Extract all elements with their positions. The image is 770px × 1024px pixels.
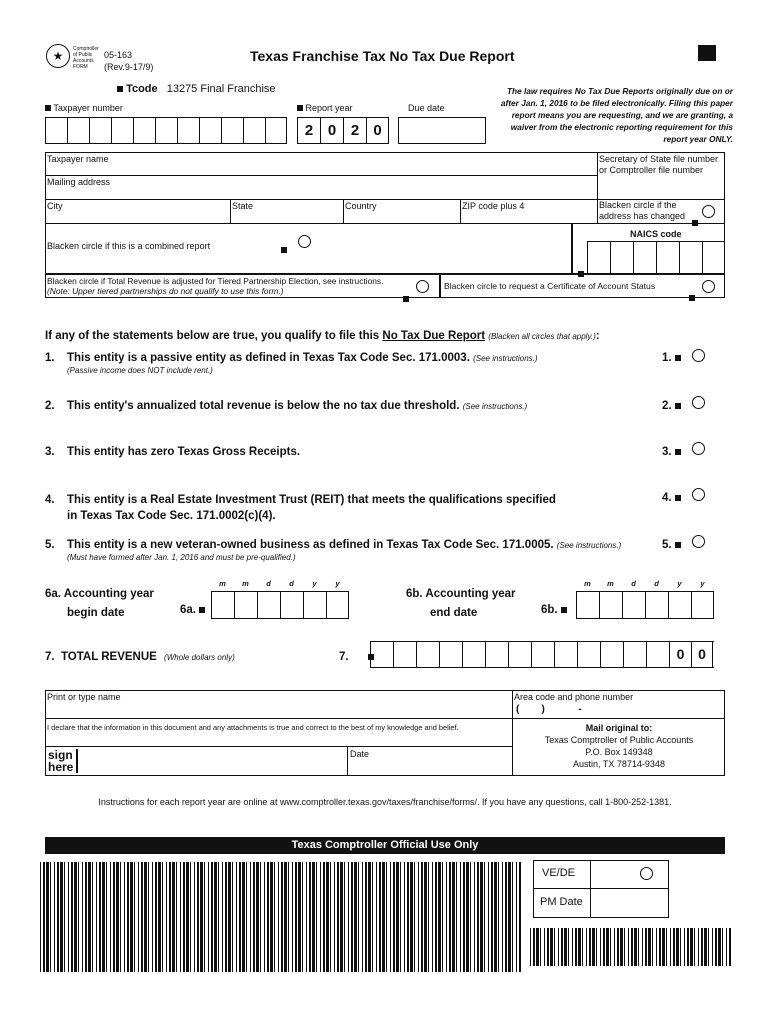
report-year-digit: 2 — [343, 118, 366, 143]
statement-2-circle[interactable] — [692, 396, 705, 409]
accounting-begin-label: 6a. Accounting year begin date — [45, 588, 154, 619]
tiered-circle[interactable] — [416, 280, 429, 293]
report-year-digit: 0 — [366, 118, 389, 143]
revenue-cents-digit: 0 — [669, 642, 691, 667]
statement-1: 1. This entity is a passive entity as defined in Texas Tax Code Sec. 171.0003. (See instructions.) (Passive income does NOT include rent.) — [45, 352, 538, 375]
comptroller-seal: ★ — [46, 44, 70, 68]
report-year-digit: 2 — [297, 118, 320, 143]
due-date-input[interactable] — [398, 117, 486, 144]
form-revision: (Rev.9-17/9) — [104, 62, 154, 72]
statement-2: 2. This entity's annualized total revenue is below the no tax due threshold. (See instructions.) — [45, 400, 528, 412]
tcode-value: 13275 Final Franchise — [166, 83, 276, 95]
statement-1-mark: 1. — [662, 352, 681, 364]
pm-date-label: PM Date — [540, 896, 583, 908]
tiered-label: Blacken circle if Total Revenue is adjusted for Tiered Partnership Election, see instructions. (Note: Upper tiered partnerships do not qualify to use this form.) — [47, 276, 384, 296]
revenue-cents-digit: 0 — [691, 642, 713, 667]
state-input[interactable]: State — [232, 201, 254, 211]
statement-3: 3. This entity has zero Texas Gross Receipts. — [45, 446, 301, 458]
statement-1-circle[interactable] — [692, 349, 705, 362]
statement-sub: (Passive income does NOT include rent.) — [67, 366, 213, 375]
city-input[interactable]: City — [47, 201, 63, 211]
end-date-letters: m m d d y y — [584, 579, 705, 588]
combined-report-circle[interactable] — [298, 235, 311, 248]
statement-3-mark: 3. — [662, 446, 681, 458]
statement-4: 4. This entity is a Real Estate Investment Trust (REIT) that meets the qualifications specified in Texas Tax Code Sec. 171.0002(c)(4). — [45, 494, 556, 522]
accounting-end-label: 6b. Accounting year end date — [406, 588, 516, 619]
phone-label: Area code and phone number — [514, 692, 634, 702]
vede-circle[interactable] — [640, 867, 653, 880]
instructions-text: Instructions for each report year are online at www.comptroller.texas.gov/taxes/franchise/forms/. If you have any questions, call 1-800-252-1381. — [98, 797, 672, 807]
accounting-begin-mark: 6a. — [180, 604, 205, 616]
tcode — [117, 83, 276, 95]
total-revenue-mark: 7. — [339, 651, 374, 663]
certificate-label: Blacken circle to request a Certificate of Account Status — [444, 281, 656, 291]
official-use-banner: Texas Comptroller Official Use Only — [45, 837, 725, 854]
mailing-address-input[interactable]: Mailing address — [47, 177, 111, 187]
combined-report-label: Blacken circle if this is a combined report — [47, 241, 211, 251]
total-revenue-input[interactable] — [370, 641, 714, 668]
date-input[interactable]: Date — [350, 749, 370, 759]
barcode — [40, 862, 522, 972]
tiered-note: (Note: Upper tiered partnerships do not qualify to use this form.) — [47, 286, 284, 296]
report-year-label: Report year — [297, 103, 353, 113]
statement-4-circle[interactable] — [692, 488, 705, 501]
page-title: Texas Franchise Tax No Tax Due Report — [250, 48, 515, 64]
no-tax-due-link: No Tax Due Report — [382, 330, 486, 342]
statements-intro: If any of the statements below are true, you qualify to file this No Tax Due Report (Blacken all circles that apply.): — [45, 330, 600, 342]
total-revenue-label: 7. TOTAL REVENUE (Whole dollars only) — [45, 651, 235, 663]
zip-input[interactable]: ZIP code plus 4 — [462, 201, 525, 211]
naics-input[interactable] — [587, 241, 725, 273]
country-input[interactable]: Country — [345, 201, 377, 211]
statement-4-mark: 4. — [662, 492, 681, 504]
print-name-input[interactable]: Print or type name — [47, 692, 121, 702]
form-number: 05-163 — [104, 50, 133, 60]
begin-date-input[interactable] — [211, 591, 349, 619]
statement-5: 5. This entity is a new veteran-owned business as defined in Texas Tax Code Sec. 171.0005. (See instructions.) (Must have formed after Jan. 1, 2016 and must be pre-qualified.) — [45, 539, 622, 562]
statement-5-circle[interactable] — [692, 535, 705, 548]
sos-file-number-input[interactable]: Secretary of State file number or Comptroller file number — [599, 154, 719, 175]
small-barcode — [530, 928, 732, 966]
statement-2-mark: 2. — [662, 400, 681, 412]
sign-here: sign here — [48, 749, 78, 773]
statement-5-mark: 5. — [662, 539, 681, 551]
taxpayer-number-label: Taxpayer number — [45, 103, 123, 113]
taxpayer-number-input[interactable] — [45, 117, 287, 144]
address-changed-label: Blacken circle if the address has changed — [599, 200, 686, 221]
tcode-label: Tcode — [126, 83, 158, 95]
seal-text: Comptroller of Public Accounts FORM — [73, 46, 99, 70]
mailing-info: Mail original to: Texas Comptroller of Public Accounts P.O. Box 149348 Austin, TX 78714-9348 — [544, 723, 694, 769]
address-changed-circle[interactable] — [702, 205, 715, 218]
report-year-input[interactable] — [297, 117, 389, 144]
corner-marker — [698, 45, 716, 61]
statement-sub: in Texas Tax Code Sec. 171.0002(c)(4). — [67, 510, 276, 522]
phone-input[interactable]: ( ) - — [516, 704, 582, 715]
end-date-input[interactable] — [576, 591, 714, 619]
naics-label: NAICS code — [630, 229, 682, 239]
report-year-digit: 0 — [320, 118, 343, 143]
due-date-label: Due date — [408, 103, 445, 113]
accounting-end-mark: 6b. — [541, 604, 567, 616]
statement-sub: (Must have formed after Jan. 1, 2016 and must be pre-qualified.) — [67, 553, 296, 562]
certificate-circle[interactable] — [702, 280, 715, 293]
electronic-filing-notice: The law requires No Tax Due Reports originally due on or after Jan. 1, 2016 to be filed electronically. Filing this paper report means you are requesting, and we are granting, a waiver from the electronic reporting requirement for this report year ONLY. — [500, 86, 733, 144]
declaration-text: I declare that the information in this document and any attachments is true and correct to the best of my knowledge and belief. — [47, 723, 459, 732]
signature-input[interactable] — [90, 748, 345, 774]
vede-label: VE/DE — [542, 867, 576, 879]
taxpayer-name-input[interactable]: Taxpayer name — [47, 154, 109, 164]
begin-date-letters: m m d d y y — [219, 579, 340, 588]
statement-3-circle[interactable] — [692, 442, 705, 455]
